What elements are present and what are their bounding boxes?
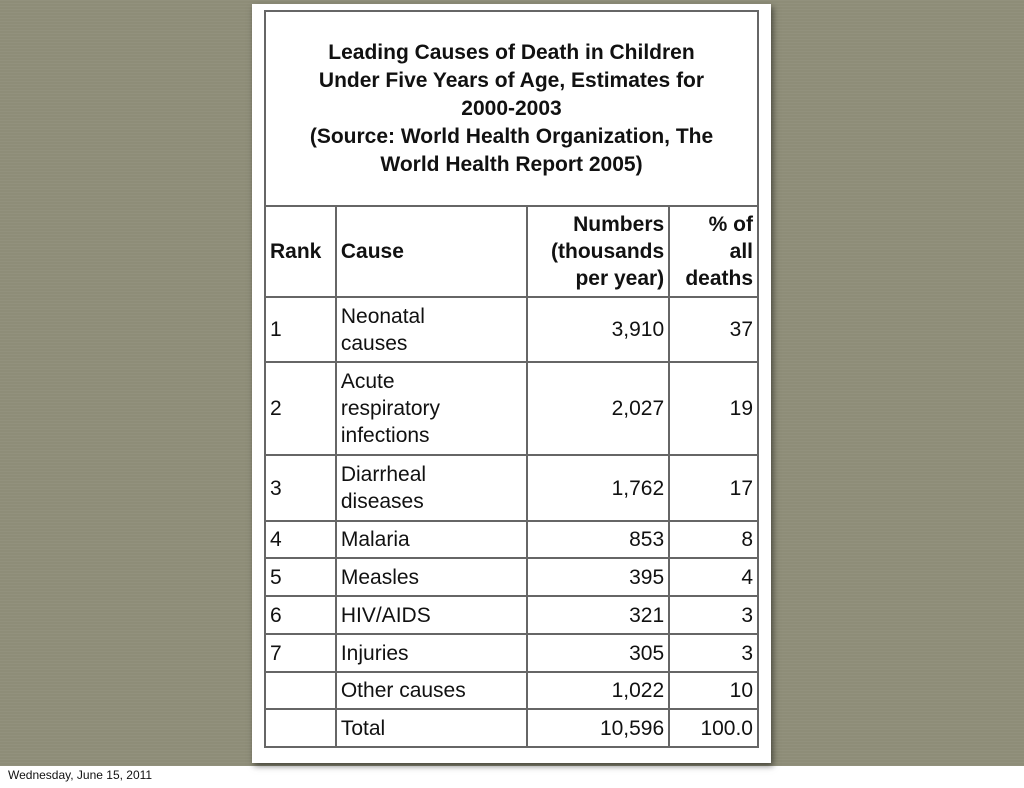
rank-cell: 5 xyxy=(265,558,336,596)
rank-cell: 6 xyxy=(265,596,336,634)
cause-cell xyxy=(336,558,528,596)
rank-cell xyxy=(265,672,336,709)
header-row xyxy=(265,206,758,297)
table-row xyxy=(265,521,758,558)
header-line: all xyxy=(729,240,753,263)
cause-cell xyxy=(336,297,528,362)
pct-cell: 17 xyxy=(669,455,758,521)
rank-cell xyxy=(265,709,336,747)
header-pct xyxy=(669,206,758,297)
numbers-cell: 395 xyxy=(527,558,669,596)
title-line: (Source: World Health Organization, The xyxy=(309,124,714,148)
header-line: Numbers xyxy=(573,213,665,236)
cause-line: Total xyxy=(340,716,386,740)
header-line: (thousands xyxy=(551,240,665,263)
footer-date: Wednesday, June 15, 2011 xyxy=(8,768,153,782)
pct-cell: 19 xyxy=(669,362,758,455)
cause-line: Other causes xyxy=(340,679,466,702)
header-numbers xyxy=(527,206,669,297)
header-line: per year) xyxy=(575,267,665,290)
numbers-cell: 2,027 xyxy=(527,362,669,455)
pct-cell: 3 xyxy=(669,634,758,672)
pct-cell: 4 xyxy=(669,558,758,596)
cause-cell xyxy=(336,672,528,709)
pct-cell: 10 xyxy=(669,672,758,709)
header-cause: Cause xyxy=(336,206,528,297)
rank-cell: 3 xyxy=(265,455,336,521)
cause-cell xyxy=(336,362,528,455)
cause-cell xyxy=(336,709,528,747)
table-row xyxy=(265,297,758,362)
numbers-cell: 1,022 xyxy=(527,672,669,709)
cause-line: causes xyxy=(340,331,408,355)
cause-line: Measles xyxy=(340,565,420,589)
pct-cell: 3 xyxy=(669,596,758,634)
pct-cell: 37 xyxy=(669,297,758,362)
rank-cell: 7 xyxy=(265,634,336,672)
cause-cell xyxy=(336,634,528,672)
pct-cell: 100.0 xyxy=(669,709,758,747)
cause-line: HIV/AIDS xyxy=(340,603,431,627)
numbers-cell: 1,762 xyxy=(527,455,669,521)
table-card xyxy=(252,4,771,763)
table-row xyxy=(265,596,758,634)
table-row xyxy=(265,362,758,455)
title-line: World Health Report 2005) xyxy=(380,152,643,176)
header-line: deaths xyxy=(685,267,753,290)
cause-line: respiratory xyxy=(340,397,441,420)
numbers-cell: 10,596 xyxy=(527,709,669,747)
rank-cell: 4 xyxy=(265,521,336,558)
numbers-cell: 3,910 xyxy=(527,297,669,362)
numbers-cell: 305 xyxy=(527,634,669,672)
cause-line: infections xyxy=(340,424,430,447)
header-rank: Rank xyxy=(265,206,336,297)
cause-line: Diarrheal xyxy=(340,463,427,486)
table-row xyxy=(265,634,758,672)
table-title xyxy=(265,11,758,206)
cause-line: Acute xyxy=(340,370,395,393)
numbers-cell: 853 xyxy=(527,521,669,558)
cause-line: diseases xyxy=(340,490,424,513)
rank-cell: 1 xyxy=(265,297,336,362)
numbers-cell: 321 xyxy=(527,596,669,634)
table-row xyxy=(265,455,758,521)
rank-cell: 2 xyxy=(265,362,336,455)
table-row xyxy=(265,558,758,596)
cause-cell xyxy=(336,596,528,634)
header-line: % of xyxy=(708,213,753,236)
title-line: Leading Causes of Death in Children xyxy=(328,40,695,64)
title-line: Under Five Years of Age, Estimates for xyxy=(318,68,705,92)
cause-line: Malaria xyxy=(340,528,410,551)
causes-of-death-table xyxy=(264,10,759,748)
table-row xyxy=(265,709,758,747)
cause-line: Neonatal xyxy=(340,304,425,328)
cause-cell xyxy=(336,521,528,558)
table-row xyxy=(265,672,758,709)
cause-cell xyxy=(336,455,528,521)
title-line: 2000-2003 xyxy=(461,96,562,120)
pct-cell: 8 xyxy=(669,521,758,558)
cause-line: Injuries xyxy=(340,641,409,665)
